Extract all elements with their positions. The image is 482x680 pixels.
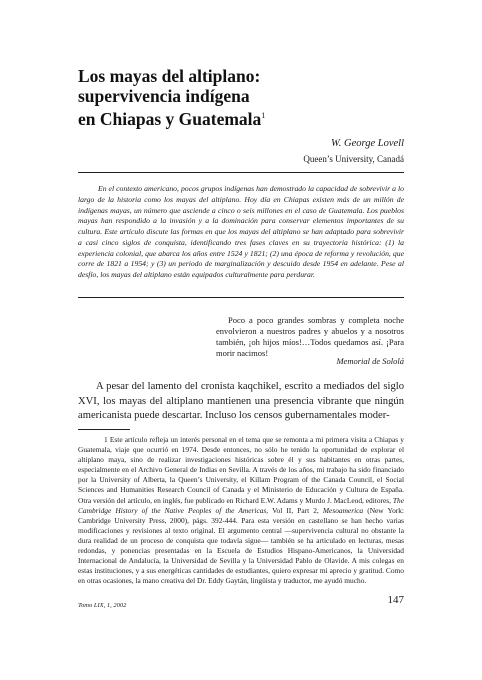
title-line-2: supervivencia indígena: [78, 86, 250, 106]
page-number: 147: [387, 594, 404, 606]
footnote-text-3: (New York: Cambridge University Press, 2000), págs. 392-444. Para esta versión en castellano se han hecho varias modificaciones y revisiones al texto original. El argumento central —supervivencia cultural no obstante la dura realidad de un proceso de conquista que todavía sigue— también se ha articulado en lecturas, mesas redondas, y ponencias presentadas en la Escuela de Estudios Hispano-Americanos, la Universidad Internacional de Andalucía, la Universidad de Sevilla y la Universidad Pablo de Olavide. A mis colegas en estas instituciones, y a sus energéticas cantidades de estudiantes, quiero expresar mi aprecio y gratitud. Como en otras ocasiones, la mano creativa del Dr. Eddy Gaytán, lingüista y traductor, me ayudó mucho.: [78, 505, 404, 586]
body-text: A pesar del lamento del cronista kaqchikel, escrito a mediados del siglo XVI, los mayas del altiplano mantienen una presencia vibrante que ningún americanista puede descartar. Incluso los censos gubernamentales moder-: [78, 381, 404, 422]
epigraph-source: Memorial de Sololá: [336, 356, 404, 366]
title-line-3: en Chiapas y Guatemala: [78, 109, 262, 129]
epigraph: [216, 315, 404, 359]
footnote-text-1: 1 Este artículo refleja un interés personal en el tema que se remonta a mi primera visita a Chiapas y Guatemala, viaje que ocurrió en 1974. Desde entonces, no sólo he tenido la oportunidad de explorar el altiplano maya, sino de realizar investigaciones históricas sobre él y sus habitantes en otras partes, especialmente en el Archivo General de Indias en Sevilla. A través de los años, mi trabajo ha sido financiado por la University of Alberta, la Queen’s University, el Killam Program of the Canada Council, el Social Sciences and Humanities Research Council of Canada y el Ministerio de Educación y Cultura de España. Otra versión del artículo, en inglés, fue publicado en Richard E.W. Adams y Murdo J. MacLeod, editores,: [78, 435, 404, 505]
footnote-book-title: The Cambridge History of the Native Peoples of the Americas,: [78, 495, 404, 515]
journal-issue: Tomo LIX, 1, 2002: [78, 602, 127, 609]
footnote-marker[interactable]: 1: [261, 111, 266, 120]
author-affiliation: Queen’s University, Canadá: [303, 154, 404, 164]
footnote-separator: [78, 429, 130, 430]
footnote-text-2: Vol II, Part 2,: [268, 505, 323, 515]
abstract-bottom-rule: [78, 297, 404, 298]
abstract-text: En el contexto americano, pocos grupos indígenas han demostrado la capacidad de sobrevivir a lo largo de la historia como los mayas del altiplano. Hoy día en Chiapas existen más de un millón de indígenas mayas, un número que asciende a cinco o seis millones en el caso de Guatemala. Los pueblos mayas han respondido a la invasión y a la dominación para conservar elementos importantes de su cultura. Este artículo discute las formas en que los mayas del altiplano se han adaptado para sobrevivir a casi cinco siglos de conquista, identificando tres fases claves en su trayectoria histórica: (1) la experiencia colonial, que abarca los años entre 1524 y 1821; (2) una época de reforma y revolución, que corre de 1821 a 1954; y (3) un periodo de marginalización y descuido desde 1954 en adelante. Pese al desfío, los mayas del altiplano están equipados culturalmente para perdurar.: [78, 184, 404, 279]
author-name: W. George Lovell: [330, 138, 404, 149]
title-line-1: Los mayas del altiplano:: [78, 66, 261, 86]
abstract: [78, 184, 404, 281]
epigraph-text: Poco a poco grandes sombras y completa noche envolvieron a nuestros padres y abuelos y a nosotros también, ¡oh hijos míos!…Todos quedamos así. ¡Para morir nacimos!: [216, 315, 404, 358]
footnote: [78, 435, 404, 586]
article-title: [78, 66, 408, 129]
abstract-top-rule: [78, 172, 404, 173]
footnote-book-subtitle: Mesoamerica: [322, 505, 364, 515]
body-paragraph: [78, 380, 404, 424]
